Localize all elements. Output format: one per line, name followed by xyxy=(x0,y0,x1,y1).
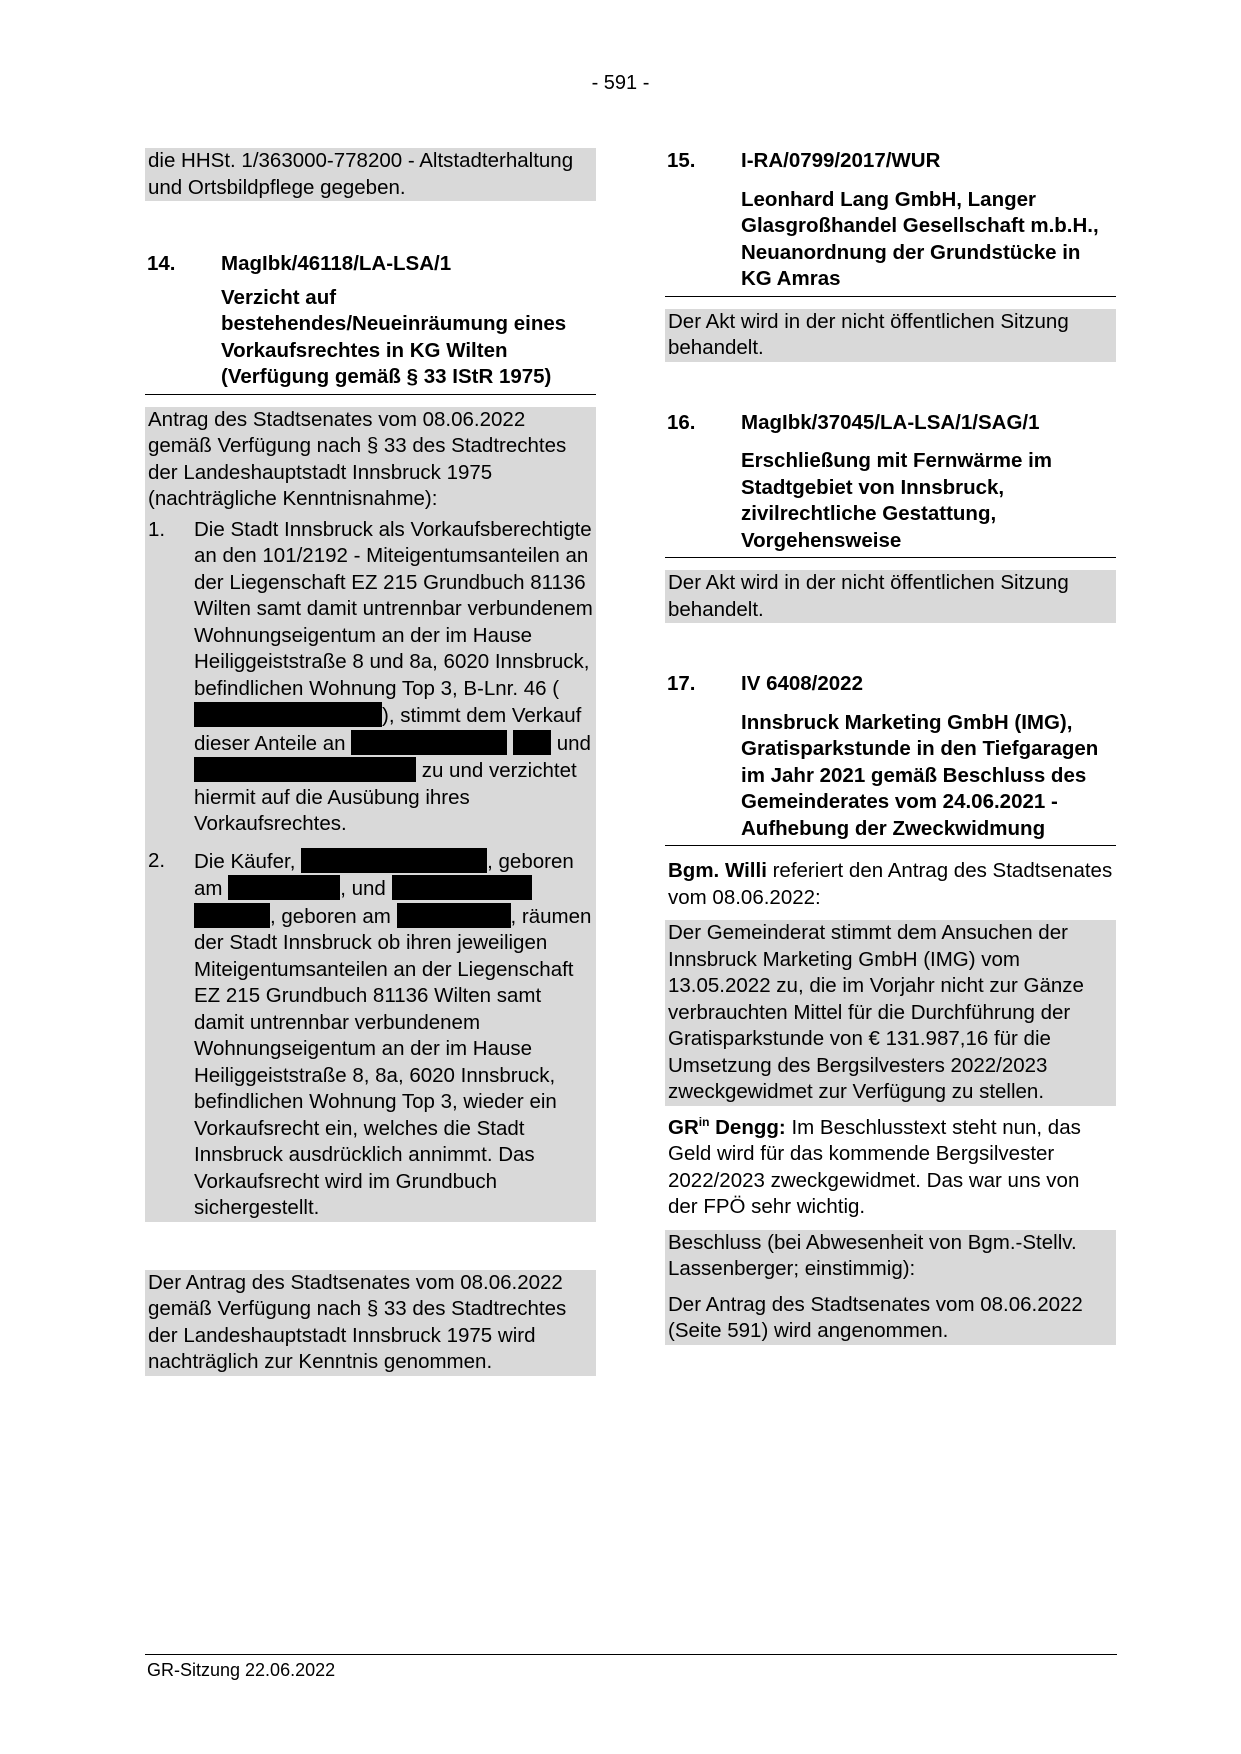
item-14-number: 14. xyxy=(147,252,176,275)
point-1-text xyxy=(194,517,593,838)
footer-text: GR-Sitzung 22.06.2022 xyxy=(147,1660,336,1680)
item-15-header xyxy=(665,148,1116,175)
intro-text: die HHSt. 1/363000-778200 - Altstadterhaltung und Ortsbildpflege gegeben. xyxy=(145,148,596,201)
item-15-title: Leonhard Lang GmbH, Langer Glasgroßhandel Gesellschaft m.b.H., Neuanordnung der Grundstücke in KG Amras xyxy=(665,187,1116,297)
item-15-number: 15. xyxy=(667,149,696,172)
redaction xyxy=(392,875,532,900)
item-16-title: Erschließung mit Fernwärme im Stadtgebiet von Innsbruck, zivilrechtliche Gestattung, Vorgehensweise xyxy=(665,448,1116,558)
point-1-number: 1. xyxy=(148,517,166,541)
item-14-code: MagIbk/46118/LA-LSA/1 xyxy=(221,252,452,275)
point-1-text-e: zu und verzichtet hiermit auf die Ausübung ihres Vorkaufsrechtes. xyxy=(194,759,577,835)
item-14-point-1 xyxy=(145,517,596,838)
item-17-result: Der Antrag des Stadtsenates vom 08.06.2022 (Seite 591) wird angenommen. xyxy=(668,1292,1083,1342)
point-2-text-c: , und xyxy=(340,877,386,900)
page-number: - 591 - xyxy=(591,72,650,94)
item-15-code: I-RA/0799/2017/WUR xyxy=(741,149,941,172)
item-17-speaker-1 xyxy=(665,858,1116,911)
redaction xyxy=(194,903,270,928)
item-17-number: 17. xyxy=(667,672,696,695)
item-15-text: Der Akt wird in der nicht öffentlichen Sitzung behandelt. xyxy=(665,309,1116,362)
item-17-title: Innsbruck Marketing GmbH (IMG), Gratisparkstunde in den Tiefgaragen im Jahr 2021 gemäß Beschluss des Gemeinderates vom 24.06.2021 - Aufhebung der Zweckwidmung xyxy=(665,710,1116,847)
redaction xyxy=(351,730,507,755)
point-2-text-b: , geboren am xyxy=(194,849,574,900)
item-14-header xyxy=(145,251,596,278)
point-1-text-b: ( xyxy=(552,676,560,700)
redaction xyxy=(301,848,487,873)
item-16-number: 16. xyxy=(667,410,696,434)
item-17-code: IV 6408/2022 xyxy=(741,672,863,695)
item-17-speaker-2 xyxy=(665,1115,1116,1221)
speaker-2-prefix: GR xyxy=(668,1115,699,1139)
item-14-title: Verzicht auf bestehendes/Neueinräumung eines Vorkaufsrechtes in KG Wilten (Verfügung gemäß § 33 IStR 1975) xyxy=(145,285,596,395)
footer-divider xyxy=(145,1654,1117,1655)
point-2-text-e: , räumen der Stadt Innsbruck ob ihren jeweiligen Miteigentumsanteilen an der Liegenschaft EZ 215 Grundbuch 81136 Wilten samt damit untrennbar verbundenem Wohnungseigentum an der im Hause Heiliggeiststraße 8, 8a, 6020 Innsbruck, befindlichen Wohnung Top 3, wieder ein Vorkaufsrecht ein, welches die Stadt Innsbruck ausdrücklich annimmt. Das Vorkaufsrecht wird im Grundbuch sichergestellt. xyxy=(194,904,592,1219)
speaker-2-name: Dengg: xyxy=(715,1115,786,1139)
item-17-antrag: Der Gemeinderat stimmt dem Ansuchen der Innsbruck Marketing GmbH (IMG) vom 13.05.2022 zu, die im Vorjahr nicht zur Gänze verbrauchten Mittel für die Durchführung der Gratisparkstunde von € 131.987,16 für die Umsetzung des Bergsilvesters 2022/2023 zweckgewidmet zur Verfügung zu stellen. xyxy=(665,920,1116,1106)
redaction xyxy=(397,903,511,928)
speaker-1-text: referiert den Antrag des Stadtsenates vom 08.06.2022: xyxy=(668,859,1113,909)
item-14-antrag: Antrag des Stadtsenates vom 08.06.2022 gemäß Verfügung nach § 33 des Stadtrechtes der Landeshauptstadt Innsbruck 1975 (nachträgliche Kenntnisnahme): xyxy=(148,407,567,510)
speaker-1-name: Bgm. Willi xyxy=(668,859,767,882)
speaker-2-title xyxy=(668,1116,786,1139)
item-16-text: Der Akt wird in der nicht öffentlichen Sitzung behandelt. xyxy=(665,570,1116,623)
item-16-code: MagIbk/37045/LA-LSA/1/SAG/1 xyxy=(741,410,1040,434)
redaction xyxy=(228,875,340,900)
item-16-header xyxy=(665,410,1116,437)
point-1-text-a: Die Stadt Innsbruck als Vorkaufsberechtigte an den 101/2192 - Miteigentumsanteilen an der Liegenschaft EZ 215 Grundbuch 81136 Wilten samt damit untrennbar verbundenem Wohnungseigentum an der im Hause Heiliggeiststraße 8 und 8a, 6020 Innsbruck, befindlichen Wohnung Top 3, B-Lnr. 46 xyxy=(194,517,593,700)
item-14-point-2 xyxy=(145,848,596,1222)
item-14-antrag-block xyxy=(145,407,596,1222)
item-17-header xyxy=(665,671,1116,698)
right-column xyxy=(665,148,1116,1345)
redaction xyxy=(194,757,416,782)
item-17-decision-block xyxy=(665,1230,1116,1345)
left-column xyxy=(145,148,596,1376)
point-1-text-d: und xyxy=(556,731,591,755)
redaction xyxy=(513,730,551,755)
point-2-number: 2. xyxy=(148,848,166,872)
item-14-result: Der Antrag des Stadtsenates vom 08.06.2022 gemäß Verfügung nach § 33 des Stadtrechtes der Landeshauptstadt Innsbruck 1975 wird nachträglich zur Kenntnis genommen. xyxy=(145,1270,596,1376)
speaker-2-sup: in xyxy=(698,1114,710,1129)
point-2-text-a: Die Käufer, xyxy=(194,849,296,873)
point-2-text-d: , geboren am xyxy=(270,904,391,928)
point-1-text-c: ), stimmt dem Verkauf dieser Anteile an xyxy=(194,704,582,755)
item-17-beschluss: Beschluss (bei Abwesenheit von Bgm.-Stellv. Lassenberger; einstimmig): xyxy=(668,1230,1077,1280)
redaction xyxy=(194,702,382,727)
point-2-text xyxy=(194,848,593,1222)
speaker-2-text: Im Beschlusstext steht nun, das Geld wird für das kommende Bergsilvester 2022/2023 zweckgewidmet. Das war uns von der FPÖ sehr wichtig. xyxy=(668,1115,1081,1218)
